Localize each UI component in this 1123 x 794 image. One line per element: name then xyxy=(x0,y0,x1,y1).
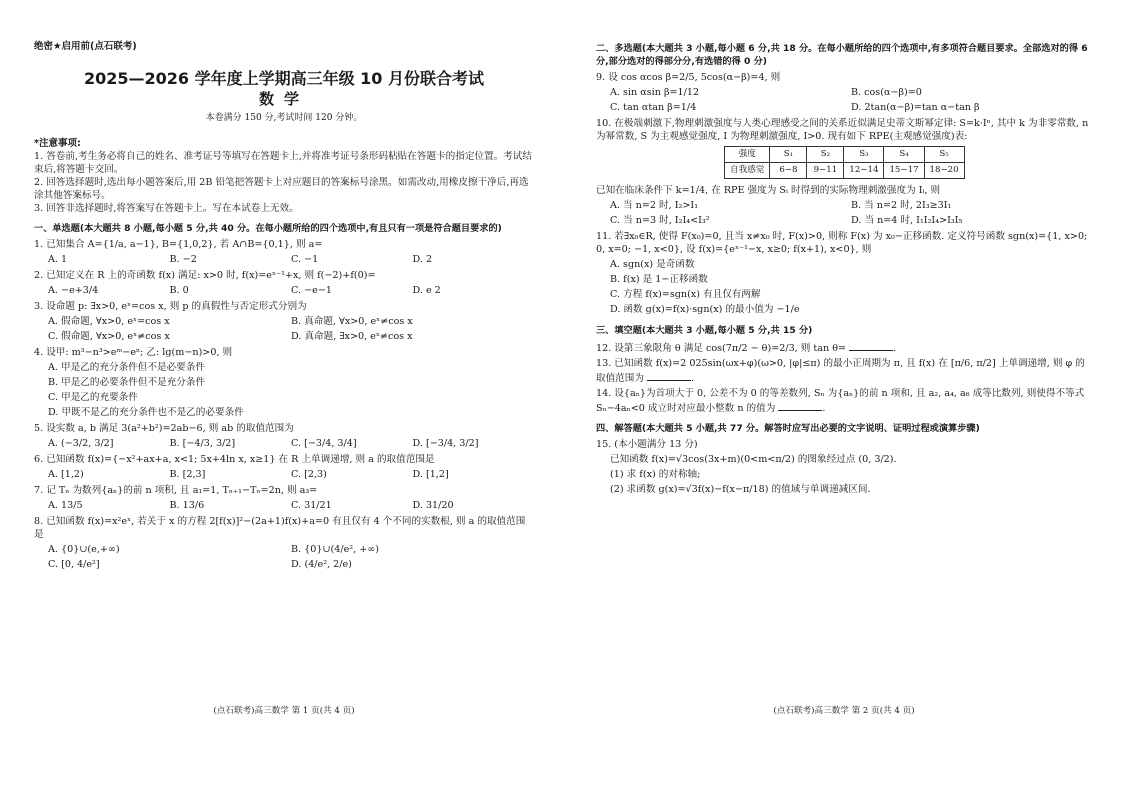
section-heading-single-choice: 一、单选题(本大题共 8 小题,每小题 5 分,共 40 分。在每小题所给的四个选项中,有且只有一项是符合题目要求的) xyxy=(34,223,502,234)
question-7: 7. 记 Tₙ 为数列{aₙ}的前 n 项积, 且 a₁=1, Tₙ₊₁−Tₙ=2n, 则 a₃= xyxy=(34,485,318,496)
table-cell: 15−17 xyxy=(884,163,924,179)
section-heading-multi-choice: 二、多选题(本大题共 3 小题,每小题 6 分,共 18 分。在每小题所给的四个选项中,有多项符合题目要求。全部选对的得 6 分,部分选对的得部分分,有选错的得 0 分) xyxy=(596,43,1088,67)
question-14-text: 14. 设{aₙ}为首项大于 0, 公差不为 0 的等差数列, Sₙ 为{aₙ}的前 n 项和, 且 a₂, a₄, a₆ 成等比数列, 则使得不等式 Sₙ−4aₙ<0 成立时对应最小整数 n 的值为 xyxy=(596,388,1085,414)
options-q1 xyxy=(48,252,534,267)
options-q11 xyxy=(610,257,1092,317)
question-13: 13. 已知函数 f(x)=2 025sin(ωx+φ)(ω>0, |φ|≤π) 的最小正周期为 π, 且 f(x) 在 [π/6, π/2] 上单调递增, 则 φ 的取值范围为 . xyxy=(596,358,1085,384)
option: A. 13/5 xyxy=(48,500,83,511)
notice-title: *注意事项: xyxy=(34,138,81,149)
table-cell: S₁ xyxy=(770,147,807,163)
option: B. [2,3] xyxy=(169,469,206,480)
question-15-part-1: (1) 求 f(x) 的对称轴; xyxy=(610,469,701,480)
option: D. 函数 g(x)=f(x)·sgn(x) 的最小值为 −1/e xyxy=(610,304,800,315)
options-q4 xyxy=(48,360,534,420)
option: D. (4/e², 2/e) xyxy=(291,559,352,570)
subject-title: 数学 xyxy=(258,90,309,108)
option: C. 31/21 xyxy=(291,500,332,511)
option: C. 甲是乙的充要条件 xyxy=(48,392,138,403)
options-q5 xyxy=(48,436,534,451)
answer-blank xyxy=(849,340,893,351)
option: A. sgn(x) 是奇函数 xyxy=(610,259,695,270)
score-info: 本卷满分 150 分,考试时间 120 分钟。 xyxy=(205,113,363,123)
option: D. 31/20 xyxy=(412,500,454,511)
option: C. 方程 f(x)=sgn(x) 有且仅有两解 xyxy=(610,289,761,300)
option: B. 13/6 xyxy=(169,500,205,511)
option: B. 当 n=2 时, 2I₃≥3I₁ xyxy=(851,200,952,211)
question-12: 12. 设第三象限角 θ 满足 cos(7π/2 − θ)=2/3, 则 tan θ= . xyxy=(596,340,1092,355)
question-13-text: 13. 已知函数 f(x)=2 025sin(ωx+φ)(ω>0, |φ|≤π) 的最小正周期为 π, 且 f(x) 在 [π/6, π/2] 上单调递增, 则 φ 的取值范围为 xyxy=(596,358,1085,384)
option: C. tan αtan β=1/4 xyxy=(610,102,697,113)
question-11: 11. 若∃x₀∈R, 使得 F(x₀)=0, 且当 x≠x₀ 时, F(x)>0, 则称 F(x) 为 x₀−正移函数. 定义符号函数 sgn(x)={1, x>0; 0, x=0; −1, x<0}, 设 f(x)={eˣ⁻¹−x, x≥0; f(x+1), x<0}, 则 xyxy=(596,231,1088,255)
answer-blank xyxy=(647,370,691,381)
options-q10 xyxy=(610,198,1092,228)
option: C. −e−1 xyxy=(291,285,332,296)
question-12-text: 12. 设第三象限角 θ 满足 cos(7π/2 − θ)=2/3, 则 tan θ= xyxy=(596,343,847,354)
option: A. {0}∪(e,+∞) xyxy=(48,544,120,555)
page-footer-right: (点石联考)高三数学 第 2 页(共 4 页) xyxy=(773,706,915,716)
notice-item: 3. 回答非选择题时,将答案写在答题卡上。写在本试卷上无效。 xyxy=(34,203,299,214)
question-9: 9. 设 cos αcos β=2/5, 5cos(α−β)=4, 则 xyxy=(596,72,781,83)
option: B. f(x) 是 1−正移函数 xyxy=(610,274,708,285)
confidential-label: 绝密★启用前(点石联考) xyxy=(34,41,137,52)
question-15-part-2: (2) 求函数 g(x)=√3f(x)−f(x−π/18) 的值域与单调递减区间. xyxy=(610,484,871,495)
question-4: 4. 设甲: m³−n³>eᵐ−eⁿ; 乙: lg(m−n)>0, 则 xyxy=(34,347,233,358)
question-6: 6. 已知函数 f(x)={−x²+ax+a, x<1; 5x+4ln x, x≥1} 在 R 上单调递增, 则 a 的取值范围是 xyxy=(34,454,435,465)
options-q3 xyxy=(48,314,534,344)
option: A. [1,2) xyxy=(48,469,84,480)
table-row xyxy=(725,163,965,179)
option: A. (−3/2, 3/2] xyxy=(48,438,114,449)
option: B. cos(α−β)=0 xyxy=(851,87,922,98)
table-cell: 6−8 xyxy=(770,163,807,179)
option: C. 当 n=3 时, I₂I₄<I₃² xyxy=(610,215,710,226)
answer-blank xyxy=(778,400,822,411)
section-heading-answer: 四、解答题(本大题共 5 小题,共 77 分。解答时应写出必要的文字说明、证明过程或演算步骤) xyxy=(596,423,980,434)
option: A. 假命题, ∀x>0, eˣ=cos x xyxy=(48,316,170,327)
option: B. 甲是乙的必要条件但不是充分条件 xyxy=(48,377,206,388)
option: C. −1 xyxy=(291,254,319,265)
table-cell: 自我感觉 xyxy=(725,163,770,179)
table-cell: S₅ xyxy=(924,147,964,163)
question-5: 5. 设实数 a, b 满足 3(a²+b²)=2ab−6, 则 ab 的取值范围为 xyxy=(34,423,294,434)
option: A. sin αsin β=1/12 xyxy=(610,87,700,98)
option: D. e 2 xyxy=(412,285,441,296)
question-1: 1. 已知集合 A={1/a, a−1}, B={1,0,2}, 若 A∩B={0,1}, 则 a= xyxy=(34,239,323,250)
option: A. 1 xyxy=(48,254,68,265)
option: D. 当 n=4 时, I₁I₂I₄>I₃I₅ xyxy=(851,215,963,226)
question-10-condition: 已知在临床条件下 k=1/4, 在 RPE 强度为 Sᵢ 时得到的实际物理刺激强度为 Iᵢ, 则 xyxy=(596,185,941,196)
option: D. 真命题, ∃x>0, eˣ≠cos x xyxy=(291,331,413,342)
notice-item: 1. 答卷前,考生务必将自己的姓名、准考证号等填写在答题卡上,并将准考证号条形码粘贴在答题卡的指定位置。考试结束后,将答题卡交回。 xyxy=(34,151,532,175)
table-cell: 9−11 xyxy=(807,163,844,179)
option: D. 2tan(α−β)=tan α−tan β xyxy=(851,102,980,113)
page-footer-left: (点石联考)高三数学 第 1 页(共 4 页) xyxy=(213,706,355,716)
exam-title: 2025—2026 学年度上学期高三年级 10 月份联合考试 xyxy=(83,69,485,88)
table-cell: S₃ xyxy=(844,147,884,163)
options-q6 xyxy=(48,467,534,482)
question-14: 14. 设{aₙ}为首项大于 0, 公差不为 0 的等差数列, Sₙ 为{aₙ}的前 n 项和, 且 a₂, a₄, a₆ 成等比数列, 则使得不等式 Sₙ−4aₙ<0 成立时对应最小整数 n 的值为 . xyxy=(596,388,1085,414)
notice-item: 2. 回答选择题时,选出每小题答案后,用 2B 铅笔把答题卡上对应题目的答案标号涂黑。如需改动,用橡皮擦干净后,再选涂其他答案标号。 xyxy=(34,177,529,201)
options-q2 xyxy=(48,283,534,298)
options-q8 xyxy=(48,542,534,572)
option: B. {0}∪(4/e², +∞) xyxy=(291,544,379,555)
option: B. 0 xyxy=(169,285,189,296)
option: B. [−4/3, 3/2] xyxy=(169,438,236,449)
option: A. 当 n=2 时, I₂>I₁ xyxy=(610,200,699,211)
option: C. 假命题, ∀x>0, eˣ≠cos x xyxy=(48,331,170,342)
table-cell: 12−14 xyxy=(844,163,884,179)
option: C. [−3/4, 3/4] xyxy=(291,438,357,449)
option: B. 真命题, ∀x>0, eˣ≠cos x xyxy=(291,316,413,327)
question-8: 8. 已知函数 f(x)=x²eˣ, 若关于 x 的方程 2[f(x)]²−(2a+1)f(x)+a=0 有且仅有 4 个不同的实数根, 则 a 的取值范围是 xyxy=(34,516,526,540)
option: C. [2,3) xyxy=(291,469,327,480)
option: D. 2 xyxy=(412,254,433,265)
option: D. 甲既不是乙的充分条件也不是乙的必要条件 xyxy=(48,407,244,418)
table-cell: S₂ xyxy=(807,147,844,163)
table-cell: S₄ xyxy=(884,147,924,163)
question-3: 3. 设命题 p: ∃x>0, eˣ=cos x, 则 p 的真假性与否定形式分别为 xyxy=(34,301,307,312)
option: C. [0, 4/e²] xyxy=(48,559,100,570)
options-q9 xyxy=(610,85,1092,115)
table-cell: 强度 xyxy=(725,147,770,163)
option: D. [−3/4, 3/2] xyxy=(412,438,479,449)
table-cell: 18−20 xyxy=(924,163,964,179)
option: A. −e+3/4 xyxy=(48,285,99,296)
options-q7 xyxy=(48,498,534,513)
option: A. 甲是乙的充分条件但不是必要条件 xyxy=(48,362,205,373)
question-15-title: 15. (本小题满分 13 分) xyxy=(596,439,698,450)
option: B. −2 xyxy=(169,254,197,265)
right-column xyxy=(596,40,1092,496)
question-2: 2. 已知定义在 R 上的奇函数 f(x) 满足: x>0 时, f(x)=eˣ⁻¹+x, 则 f(−2)+f(0)= xyxy=(34,270,376,281)
rpe-table xyxy=(724,146,965,179)
table-header-row xyxy=(725,147,965,163)
left-column xyxy=(34,40,534,573)
question-15-stem: 已知函数 f(x)=√3cos(3x+m)(0<m<π/2) 的图象经过点 (0, 3/2). xyxy=(610,454,897,465)
option: D. [1,2] xyxy=(412,469,449,480)
section-heading-fill-in: 三、填空题(本大题共 3 小题,每小题 5 分,共 15 分) xyxy=(596,325,813,336)
question-10: 10. 在极端刺激下,物理刺激强度与人类心理感受之间的关系近似满足史蒂文斯幂定律: S=k·Iⁿ, 其中 k 为非零常数, n 为幂常数, S 为主观感觉强度, I 为物理刺激强度, I>0. 现有如下 RPE(主观感觉强度)表: xyxy=(596,118,1089,142)
